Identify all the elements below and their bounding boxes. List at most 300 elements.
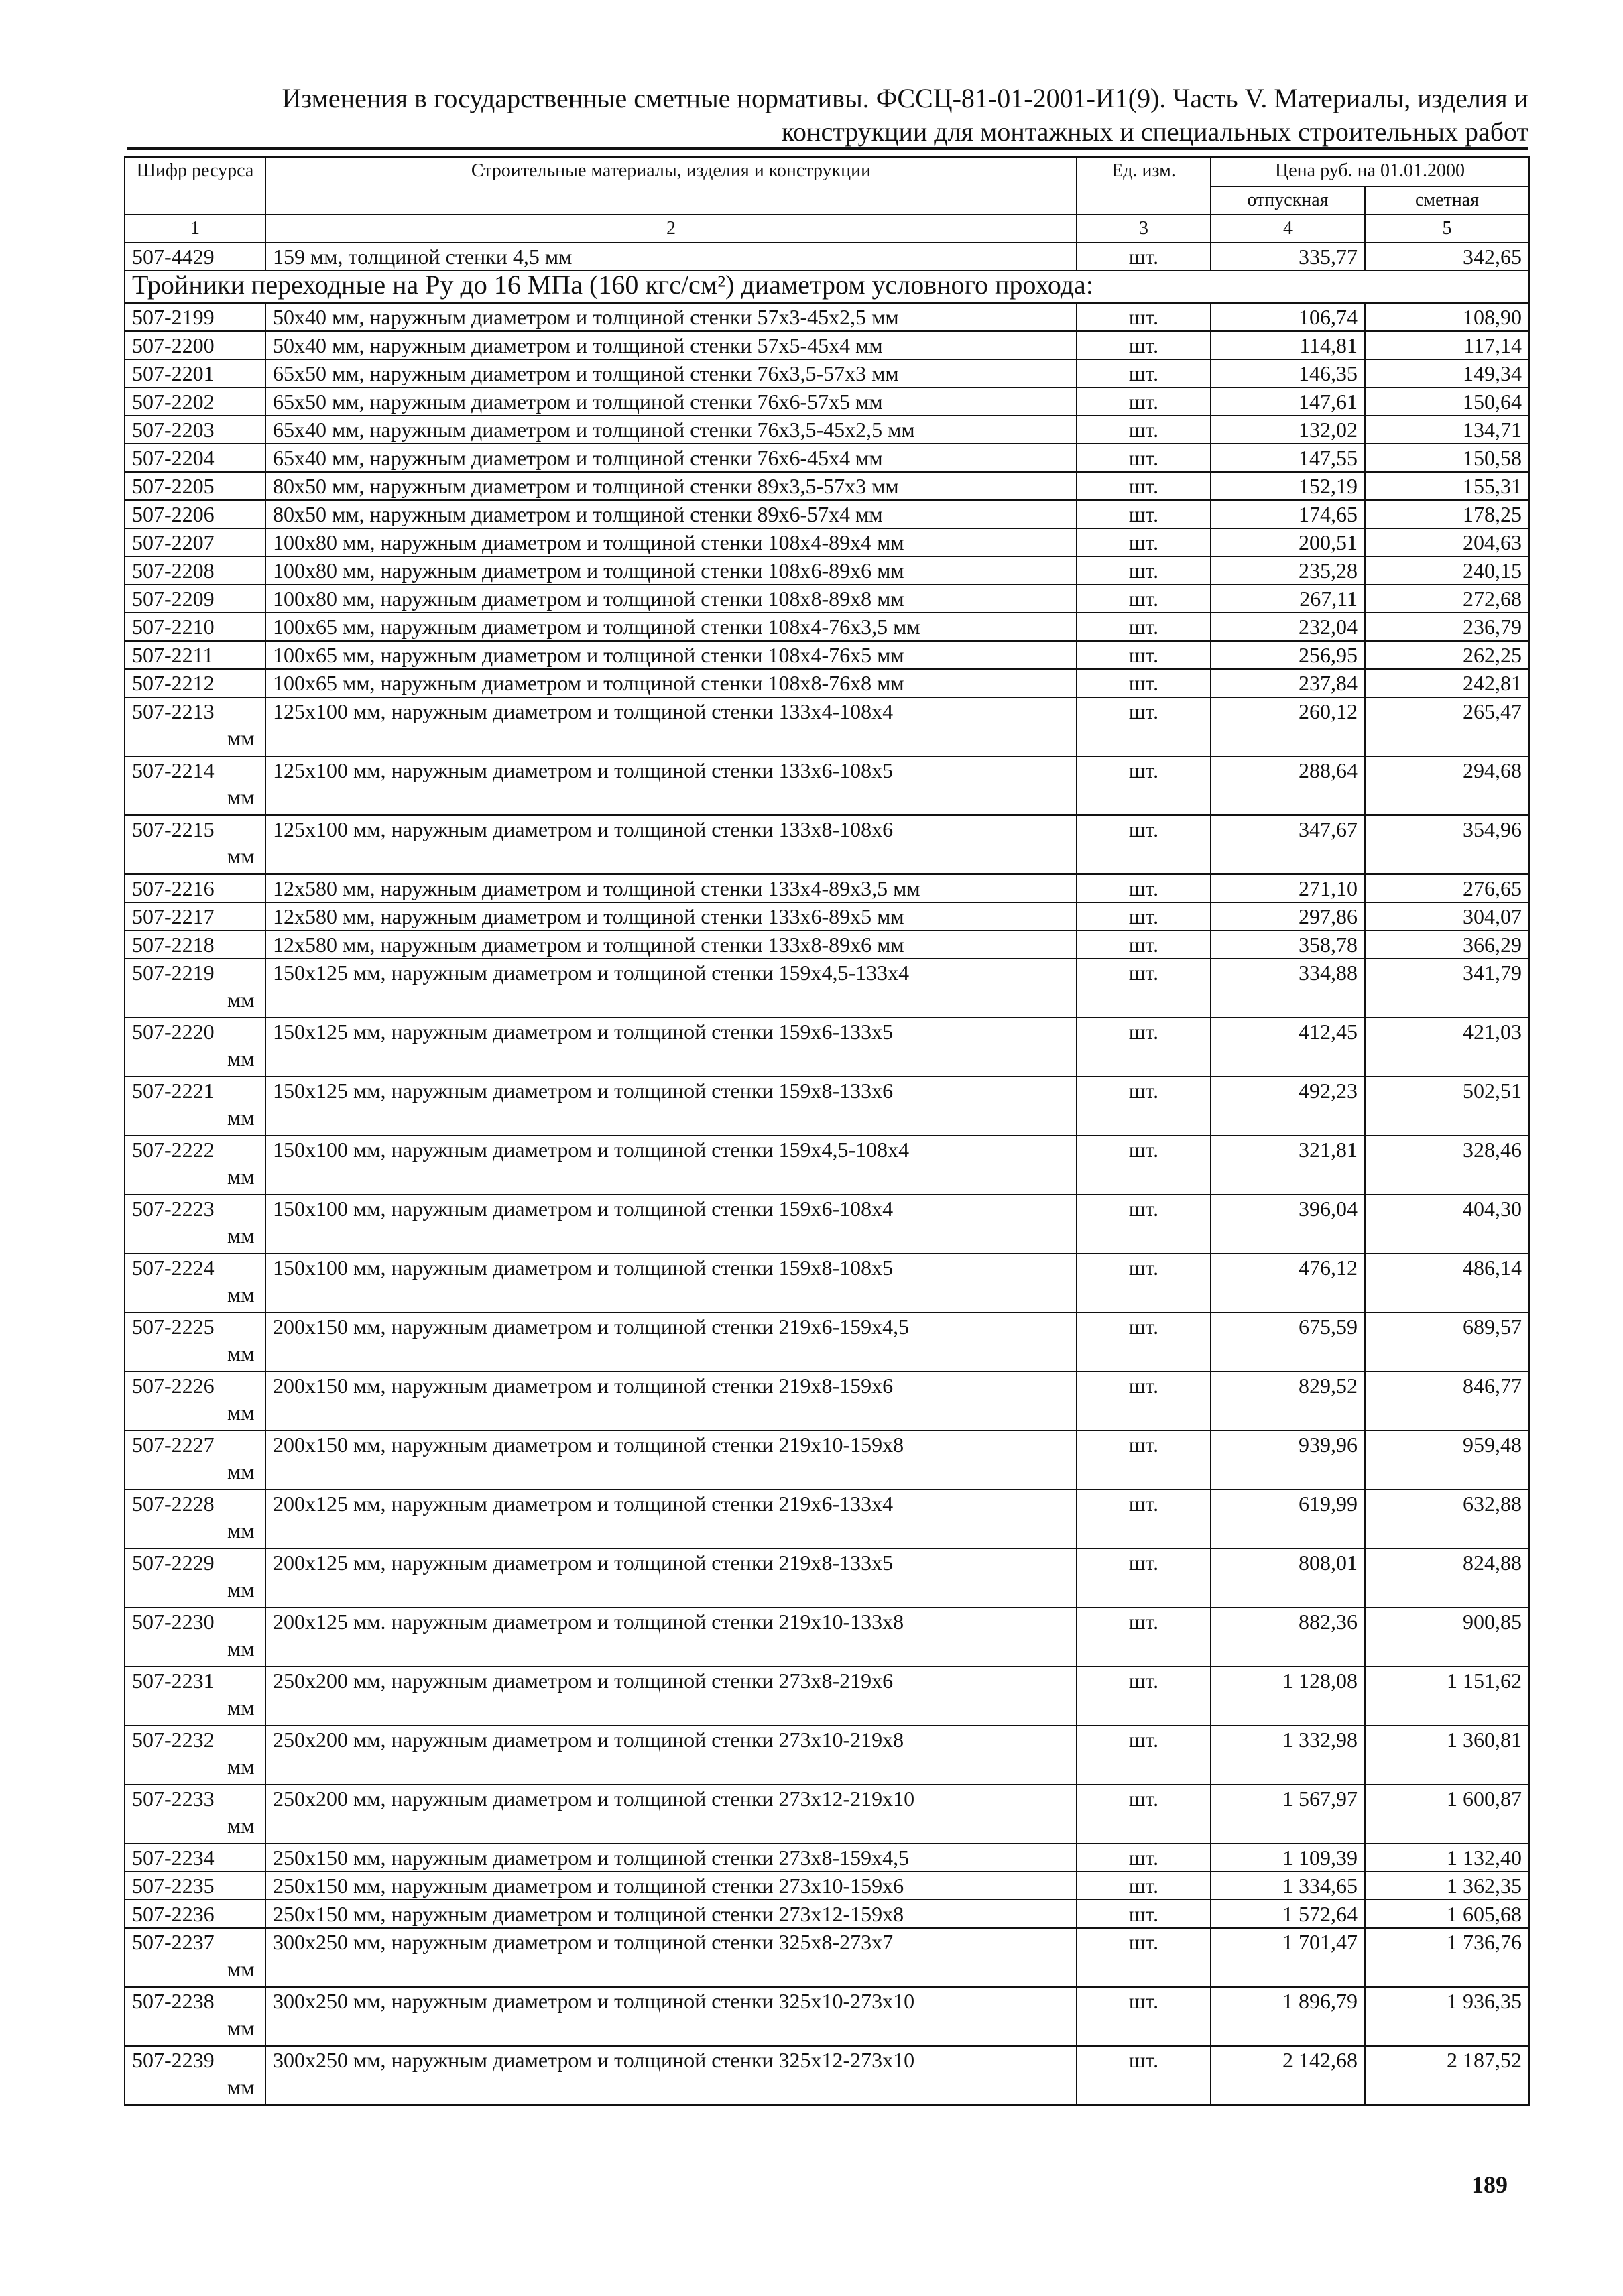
resource-code: 507-2210 — [125, 613, 265, 641]
item-description-text: 250x200 мм, наружным диаметром и толщиной стенки 273x8-219x6 — [273, 1669, 894, 1693]
item-description — [265, 1872, 1077, 1900]
estimate-price: 328,46 — [1365, 1136, 1529, 1195]
unit-of-measure: шт. — [1077, 874, 1211, 902]
resource-code: 507-2232 — [125, 1726, 265, 1785]
item-description-text: 150x100 мм, наружным диаметром и толщиной стенки 159x8-108x5 — [273, 1256, 894, 1280]
resource-code: 507-2231 — [125, 1667, 265, 1726]
table-row — [125, 1726, 1529, 1785]
item-description-continuation: мм — [227, 1164, 255, 1189]
release-price: 358,78 — [1211, 930, 1365, 959]
release-price: 492,23 — [1211, 1077, 1365, 1136]
release-price: 232,04 — [1211, 613, 1365, 641]
item-description — [227, 1726, 1077, 1785]
section-row — [125, 271, 1529, 303]
item-description-text: 150x100 мм, наружным диаметром и толщиной стенки 159x4,5-108x4 — [273, 1138, 910, 1162]
column-number: 3 — [1077, 215, 1211, 243]
item-description-continuation: мм — [227, 1957, 255, 1981]
estimate-price: 242,81 — [1365, 669, 1529, 697]
release-price: 2 142,68 — [1211, 2046, 1365, 2105]
header-name: Строительные материалы, изделия и конструкции — [265, 157, 1077, 215]
item-description — [265, 613, 1077, 641]
column-number: 4 — [1211, 215, 1365, 243]
item-description — [265, 528, 1077, 556]
resource-code: 507-2211 — [125, 641, 265, 669]
release-price: 297,86 — [1211, 902, 1365, 930]
item-description-continuation: мм — [227, 785, 255, 809]
item-description — [227, 1195, 1077, 1254]
estimate-price: 959,48 — [1365, 1431, 1529, 1490]
column-number: 5 — [1365, 215, 1529, 243]
column-number: 1 — [125, 215, 265, 243]
item-description — [227, 1549, 1077, 1608]
release-price: 200,51 — [1211, 528, 1365, 556]
item-description-text: 50x40 мм, наружным диаметром и толщиной стенки 57x3-45x2,5 мм — [273, 305, 899, 329]
unit-of-measure: шт. — [1077, 815, 1211, 874]
table-row — [125, 1667, 1529, 1726]
item-description-text: 65x40 мм, наружным диаметром и толщиной стенки 76x3,5-45x2,5 мм — [273, 418, 915, 442]
table-row — [125, 1077, 1529, 1136]
item-description-continuation: мм — [227, 1046, 255, 1071]
item-description-continuation: мм — [227, 1577, 255, 1602]
unit-of-measure: шт. — [1077, 243, 1211, 271]
item-description-text: 80x50 мм, наружным диаметром и толщиной стенки 89x6-57x4 мм — [273, 502, 883, 526]
table-row — [125, 930, 1529, 959]
item-description — [227, 756, 1077, 815]
table-row — [125, 243, 1529, 271]
unit-of-measure: шт. — [1077, 930, 1211, 959]
unit-of-measure: шт. — [1077, 585, 1211, 613]
release-price: 288,64 — [1211, 756, 1365, 815]
estimate-price: 1 132,40 — [1365, 1844, 1529, 1872]
header-code: Шифр ресурса — [125, 157, 265, 215]
estimate-price: 304,07 — [1365, 902, 1529, 930]
table-row — [125, 815, 1529, 874]
unit-of-measure: шт. — [1077, 1608, 1211, 1667]
item-description-text: 50x40 мм, наружным диаметром и толщиной стенки 57x5-45x4 мм — [273, 333, 883, 357]
unit-of-measure: шт. — [1077, 500, 1211, 528]
estimate-price: 404,30 — [1365, 1195, 1529, 1254]
estimate-price: 1 360,81 — [1365, 1726, 1529, 1785]
resource-code: 507-2213 — [125, 697, 265, 756]
item-description — [265, 444, 1077, 472]
resource-code: 507-2233 — [125, 1785, 265, 1844]
table-row — [125, 1785, 1529, 1844]
table-row — [125, 500, 1529, 528]
item-description — [265, 930, 1077, 959]
document-header — [127, 82, 1528, 149]
item-description — [265, 303, 1077, 331]
item-description-text: 125x100 мм, наружным диаметром и толщиной стенки 133x4-108x4 — [273, 699, 894, 723]
item-description-text: 125x100 мм, наружным диаметром и толщиной стенки 133x6-108x5 — [273, 758, 894, 782]
item-description-text: 80x50 мм, наружным диаметром и толщиной стенки 89x3,5-57x3 мм — [273, 474, 899, 498]
table-row — [125, 331, 1529, 359]
resource-code: 507-2239 — [125, 2046, 265, 2105]
unit-of-measure: шт. — [1077, 387, 1211, 416]
unit-of-measure: шт. — [1077, 1431, 1211, 1490]
item-description-continuation: мм — [227, 1223, 255, 1248]
unit-of-measure: шт. — [1077, 1726, 1211, 1785]
item-description-text: 250x200 мм, наружным диаметром и толщиной стенки 273x10-219x8 — [273, 1728, 904, 1752]
unit-of-measure: шт. — [1077, 1987, 1211, 2046]
item-description — [265, 359, 1077, 387]
release-price: 256,95 — [1211, 641, 1365, 669]
unit-of-measure: шт. — [1077, 669, 1211, 697]
resource-code: 507-2226 — [125, 1372, 265, 1431]
resource-code: 507-2206 — [125, 500, 265, 528]
estimate-price: 150,64 — [1365, 387, 1529, 416]
release-price: 114,81 — [1211, 331, 1365, 359]
item-description-text: 200x125 мм, наружным диаметром и толщиной стенки 219x6-133x4 — [273, 1492, 894, 1516]
unit-of-measure: шт. — [1077, 902, 1211, 930]
item-description-continuation: мм — [227, 2016, 255, 2040]
resource-code: 507-2234 — [125, 1844, 265, 1872]
table-row — [125, 613, 1529, 641]
column-number: 2 — [265, 215, 1077, 243]
estimate-price: 689,57 — [1365, 1313, 1529, 1372]
release-price: 1 109,39 — [1211, 1844, 1365, 1872]
item-description-continuation: мм — [227, 1695, 255, 1719]
item-description-text: 300x250 мм, наружным диаметром и толщиной стенки 325x8-273x7 — [273, 1930, 894, 1954]
unit-of-measure: шт. — [1077, 641, 1211, 669]
item-description-text: 125x100 мм, наружным диаметром и толщиной стенки 133x8-108x6 — [273, 817, 894, 841]
item-description-continuation: мм — [227, 1813, 255, 1837]
item-description: 159 мм, толщиной стенки 4,5 мм — [265, 243, 1077, 271]
release-price: 260,12 — [1211, 697, 1365, 756]
estimate-price: 294,68 — [1365, 756, 1529, 815]
unit-of-measure: шт. — [1077, 1372, 1211, 1431]
unit-of-measure: шт. — [1077, 1018, 1211, 1077]
item-description-text: 250x200 мм, наружным диаметром и толщиной стенки 273x12-219x10 — [273, 1787, 915, 1811]
item-description-text: 12x580 мм, наружным диаметром и толщиной стенки 133x6-89x5 мм — [273, 904, 904, 928]
item-description-text: 200x125 мм, наружным диаметром и толщиной стенки 219x8-133x5 — [273, 1551, 894, 1575]
unit-of-measure: шт. — [1077, 1077, 1211, 1136]
table-row — [125, 959, 1529, 1018]
estimate-price: 204,63 — [1365, 528, 1529, 556]
resource-code: 507-2221 — [125, 1077, 265, 1136]
unit-of-measure: шт. — [1077, 444, 1211, 472]
item-description-text: 300x250 мм, наружным диаметром и толщиной стенки 325x10-273x10 — [273, 1989, 915, 2013]
item-description — [227, 2046, 1077, 2105]
table-row — [125, 1136, 1529, 1195]
estimate-price: 1 362,35 — [1365, 1872, 1529, 1900]
resource-code: 507-2224 — [125, 1254, 265, 1313]
item-description — [227, 1490, 1077, 1549]
release-price: 412,45 — [1211, 1018, 1365, 1077]
item-description — [227, 1431, 1077, 1490]
item-description — [265, 416, 1077, 444]
item-description-text: 65x50 мм, наружным диаметром и толщиной стенки 76x6-57x5 мм — [273, 389, 883, 414]
unit-of-measure: шт. — [1077, 1872, 1211, 1900]
release-price: 271,10 — [1211, 874, 1365, 902]
item-description — [227, 1372, 1077, 1431]
item-description-text: 100x65 мм, наружным диаметром и толщиной стенки 108x4-76x3,5 мм — [273, 615, 920, 639]
unit-of-measure: шт. — [1077, 331, 1211, 359]
price-table — [124, 156, 1530, 2106]
item-description-continuation: мм — [227, 987, 255, 1012]
release-price: 335,77 — [1211, 243, 1365, 271]
table-row — [125, 1431, 1529, 1490]
unit-of-measure: шт. — [1077, 359, 1211, 387]
item-description-continuation: мм — [227, 1341, 255, 1366]
resource-code: 507-2212 — [125, 669, 265, 697]
item-description — [227, 815, 1077, 874]
page-number: 189 — [1471, 2171, 1508, 2198]
item-description — [227, 697, 1077, 756]
item-description — [265, 331, 1077, 359]
unit-of-measure: шт. — [1077, 959, 1211, 1018]
release-price: 1 701,47 — [1211, 1928, 1365, 1987]
resource-code: 507-2205 — [125, 472, 265, 500]
item-description-text: 100x80 мм, наружным диаметром и толщиной стенки 108x6-89x6 мм — [273, 558, 904, 583]
table-row — [125, 641, 1529, 669]
table-row — [125, 1254, 1529, 1313]
item-description — [227, 1077, 1077, 1136]
resource-code: 507-2199 — [125, 303, 265, 331]
header-release-price: отпускная — [1211, 186, 1365, 215]
table-row — [125, 387, 1529, 416]
estimate-price: 240,15 — [1365, 556, 1529, 585]
item-description — [265, 669, 1077, 697]
item-description-text: 12x580 мм, наружным диаметром и толщиной стенки 133x8-89x6 мм — [273, 932, 904, 957]
estimate-price: 236,79 — [1365, 613, 1529, 641]
item-description — [227, 1987, 1077, 2046]
table-row — [125, 756, 1529, 815]
estimate-price: 276,65 — [1365, 874, 1529, 902]
estimate-price: 900,85 — [1365, 1608, 1529, 1667]
resource-code: 507-2215 — [125, 815, 265, 874]
item-description-text: 100x65 мм, наружным диаметром и толщиной стенки 108x8-76x8 мм — [273, 671, 904, 695]
unit-of-measure: шт. — [1077, 1928, 1211, 1987]
header-line-2: конструкции для монтажных и специальных строительных работ — [781, 117, 1528, 147]
resource-code: 507-2200 — [125, 331, 265, 359]
item-description-text: 200x150 мм, наружным диаметром и толщиной стенки 219x8-159x6 — [273, 1374, 894, 1398]
estimate-price: 108,90 — [1365, 303, 1529, 331]
item-description-continuation: мм — [227, 1518, 255, 1543]
item-description-text: 200x150 мм, наружным диаметром и толщиной стенки 219x10-159x8 — [273, 1433, 904, 1457]
table-row — [125, 1372, 1529, 1431]
estimate-price: 178,25 — [1365, 500, 1529, 528]
estimate-price: 846,77 — [1365, 1372, 1529, 1431]
release-price: 147,61 — [1211, 387, 1365, 416]
table-row — [125, 1900, 1529, 1928]
unit-of-measure: шт. — [1077, 1785, 1211, 1844]
release-price: 321,81 — [1211, 1136, 1365, 1195]
release-price: 396,04 — [1211, 1195, 1365, 1254]
table-row — [125, 1490, 1529, 1549]
resource-code: 507-2238 — [125, 1987, 265, 2046]
release-price: 347,67 — [1211, 815, 1365, 874]
item-description — [265, 500, 1077, 528]
estimate-price: 265,47 — [1365, 697, 1529, 756]
item-description-continuation: мм — [227, 726, 255, 750]
unit-of-measure: шт. — [1077, 613, 1211, 641]
estimate-price: 149,34 — [1365, 359, 1529, 387]
item-description-text: 300x250 мм, наружным диаметром и толщиной стенки 325x12-273x10 — [273, 2048, 915, 2072]
item-description-text: 100x80 мм, наружным диаметром и толщиной стенки 108x4-89x4 мм — [273, 530, 904, 554]
resource-code: 507-2203 — [125, 416, 265, 444]
item-description-text: 65x50 мм, наружным диаметром и толщиной стенки 76x3,5-57x3 мм — [273, 361, 899, 385]
unit-of-measure: шт. — [1077, 416, 1211, 444]
estimate-price: 354,96 — [1365, 815, 1529, 874]
table-row — [125, 528, 1529, 556]
estimate-price: 342,65 — [1365, 243, 1529, 271]
table-row — [125, 1872, 1529, 1900]
estimate-price: 1 736,76 — [1365, 1928, 1529, 1987]
item-description-continuation: мм — [227, 1754, 255, 1778]
resource-code: 507-2202 — [125, 387, 265, 416]
item-description — [227, 1608, 1077, 1667]
item-description-text: 250x150 мм, наружным диаметром и толщиной стенки 273x8-159x4,5 — [273, 1846, 910, 1870]
resource-code: 507-2220 — [125, 1018, 265, 1077]
unit-of-measure: шт. — [1077, 756, 1211, 815]
resource-code: 507-2219 — [125, 959, 265, 1018]
release-price: 147,55 — [1211, 444, 1365, 472]
unit-of-measure: шт. — [1077, 472, 1211, 500]
item-description-text: 100x80 мм, наружным диаметром и толщиной стенки 108x8-89x8 мм — [273, 587, 904, 611]
release-price: 675,59 — [1211, 1313, 1365, 1372]
table-row — [125, 1928, 1529, 1987]
release-price: 1 128,08 — [1211, 1667, 1365, 1726]
item-description — [265, 556, 1077, 585]
release-price: 619,99 — [1211, 1490, 1365, 1549]
estimate-price: 486,14 — [1365, 1254, 1529, 1313]
release-price: 1 572,64 — [1211, 1900, 1365, 1928]
header-divider — [127, 147, 1528, 150]
release-price: 476,12 — [1211, 1254, 1365, 1313]
column-number-row — [125, 215, 1529, 243]
estimate-price: 1 600,87 — [1365, 1785, 1529, 1844]
item-description — [265, 1844, 1077, 1872]
item-description-continuation: мм — [227, 2075, 255, 2099]
release-price: 829,52 — [1211, 1372, 1365, 1431]
unit-of-measure: шт. — [1077, 1844, 1211, 1872]
item-description — [265, 641, 1077, 669]
item-description-continuation: мм — [227, 844, 255, 868]
item-description-text: 250x150 мм, наружным диаметром и толщиной стенки 273x10-159x6 — [273, 1874, 904, 1898]
item-description-text: 150x125 мм, наружным диаметром и толщиной стенки 159x6-133x5 — [273, 1020, 894, 1044]
unit-of-measure: шт. — [1077, 1313, 1211, 1372]
unit-of-measure: шт. — [1077, 697, 1211, 756]
release-price: 152,19 — [1211, 472, 1365, 500]
item-description — [265, 902, 1077, 930]
item-description-continuation: мм — [227, 1105, 255, 1130]
unit-of-measure: шт. — [1077, 1549, 1211, 1608]
release-price: 132,02 — [1211, 416, 1365, 444]
resource-code: 507-2223 — [125, 1195, 265, 1254]
estimate-price: 421,03 — [1365, 1018, 1529, 1077]
resource-code: 507-2209 — [125, 585, 265, 613]
release-price: 808,01 — [1211, 1549, 1365, 1608]
resource-code: 507-2236 — [125, 1900, 265, 1928]
item-description — [227, 1254, 1077, 1313]
resource-code: 507-2225 — [125, 1313, 265, 1372]
resource-code: 507-2237 — [125, 1928, 265, 1987]
resource-code: 507-2208 — [125, 556, 265, 585]
resource-code: 507-2227 — [125, 1431, 265, 1490]
item-description — [265, 585, 1077, 613]
estimate-price: 155,31 — [1365, 472, 1529, 500]
estimate-price: 341,79 — [1365, 959, 1529, 1018]
item-description — [265, 874, 1077, 902]
table-row — [125, 585, 1529, 613]
item-description — [227, 1018, 1077, 1077]
resource-code: 507-2235 — [125, 1872, 265, 1900]
header-price: Цена руб. на 01.01.2000 — [1211, 157, 1529, 186]
resource-code: 507-2228 — [125, 1490, 265, 1549]
item-description — [227, 1785, 1077, 1844]
item-description-continuation: мм — [227, 1400, 255, 1425]
estimate-price: 272,68 — [1365, 585, 1529, 613]
header-unit: Ед. изм. — [1077, 157, 1211, 215]
header-line-1: Изменения в государственные сметные нормативы. ФССЦ-81-01-2001-И1(9). Часть V. Материалы, изделия и — [282, 83, 1528, 113]
table-row — [125, 472, 1529, 500]
table-row — [125, 1844, 1529, 1872]
table-row — [125, 416, 1529, 444]
resource-code: 507-2222 — [125, 1136, 265, 1195]
item-description — [227, 1313, 1077, 1372]
table-row — [125, 1313, 1529, 1372]
item-description-text: 200x125 мм. наружным диаметром и толщиной стенки 219x10-133x8 — [273, 1610, 904, 1634]
release-price: 1 332,98 — [1211, 1726, 1365, 1785]
table-row — [125, 1549, 1529, 1608]
table-row — [125, 2046, 1529, 2105]
estimate-price: 1 151,62 — [1365, 1667, 1529, 1726]
table-header-row — [125, 157, 1529, 186]
estimate-price: 117,14 — [1365, 331, 1529, 359]
estimate-price: 366,29 — [1365, 930, 1529, 959]
item-description-text: 150x100 мм, наружным диаметром и толщиной стенки 159x6-108x4 — [273, 1197, 894, 1221]
estimate-price: 632,88 — [1365, 1490, 1529, 1549]
unit-of-measure: шт. — [1077, 1900, 1211, 1928]
release-price: 1 334,65 — [1211, 1872, 1365, 1900]
header-estimate-price: сметная — [1365, 186, 1529, 215]
release-price: 1 896,79 — [1211, 1987, 1365, 2046]
release-price: 334,88 — [1211, 959, 1365, 1018]
item-description-text: 250x150 мм, наружным диаметром и толщиной стенки 273x12-159x8 — [273, 1902, 904, 1926]
release-price: 939,96 — [1211, 1431, 1365, 1490]
resource-code: 507-2204 — [125, 444, 265, 472]
item-description-text: 150x125 мм, наружным диаметром и толщиной стенки 159x4,5-133x4 — [273, 961, 910, 985]
release-price: 237,84 — [1211, 669, 1365, 697]
table-row — [125, 1608, 1529, 1667]
estimate-price: 502,51 — [1365, 1077, 1529, 1136]
release-price: 174,65 — [1211, 500, 1365, 528]
item-description-text: 12x580 мм, наружным диаметром и толщиной стенки 133x4-89x3,5 мм — [273, 876, 920, 900]
release-price: 146,35 — [1211, 359, 1365, 387]
resource-code: 507-2229 — [125, 1549, 265, 1608]
table-row — [125, 303, 1529, 331]
table-row — [125, 359, 1529, 387]
resource-code: 507-4429 — [125, 243, 265, 271]
unit-of-measure: шт. — [1077, 1254, 1211, 1313]
item-description-continuation: мм — [227, 1282, 255, 1307]
unit-of-measure: шт. — [1077, 1490, 1211, 1549]
resource-code: 507-2214 — [125, 756, 265, 815]
item-description — [227, 1667, 1077, 1726]
table-row — [125, 556, 1529, 585]
release-price: 106,74 — [1211, 303, 1365, 331]
item-description — [265, 472, 1077, 500]
item-description-continuation: мм — [227, 1636, 255, 1660]
table-row — [125, 1987, 1529, 2046]
resource-code: 507-2201 — [125, 359, 265, 387]
table-row — [125, 1018, 1529, 1077]
unit-of-measure: шт. — [1077, 1195, 1211, 1254]
release-price: 882,36 — [1211, 1608, 1365, 1667]
item-description-text: 100x65 мм, наружным диаметром и толщиной стенки 108x4-76x5 мм — [273, 643, 904, 667]
unit-of-measure: шт. — [1077, 528, 1211, 556]
table-row — [125, 874, 1529, 902]
